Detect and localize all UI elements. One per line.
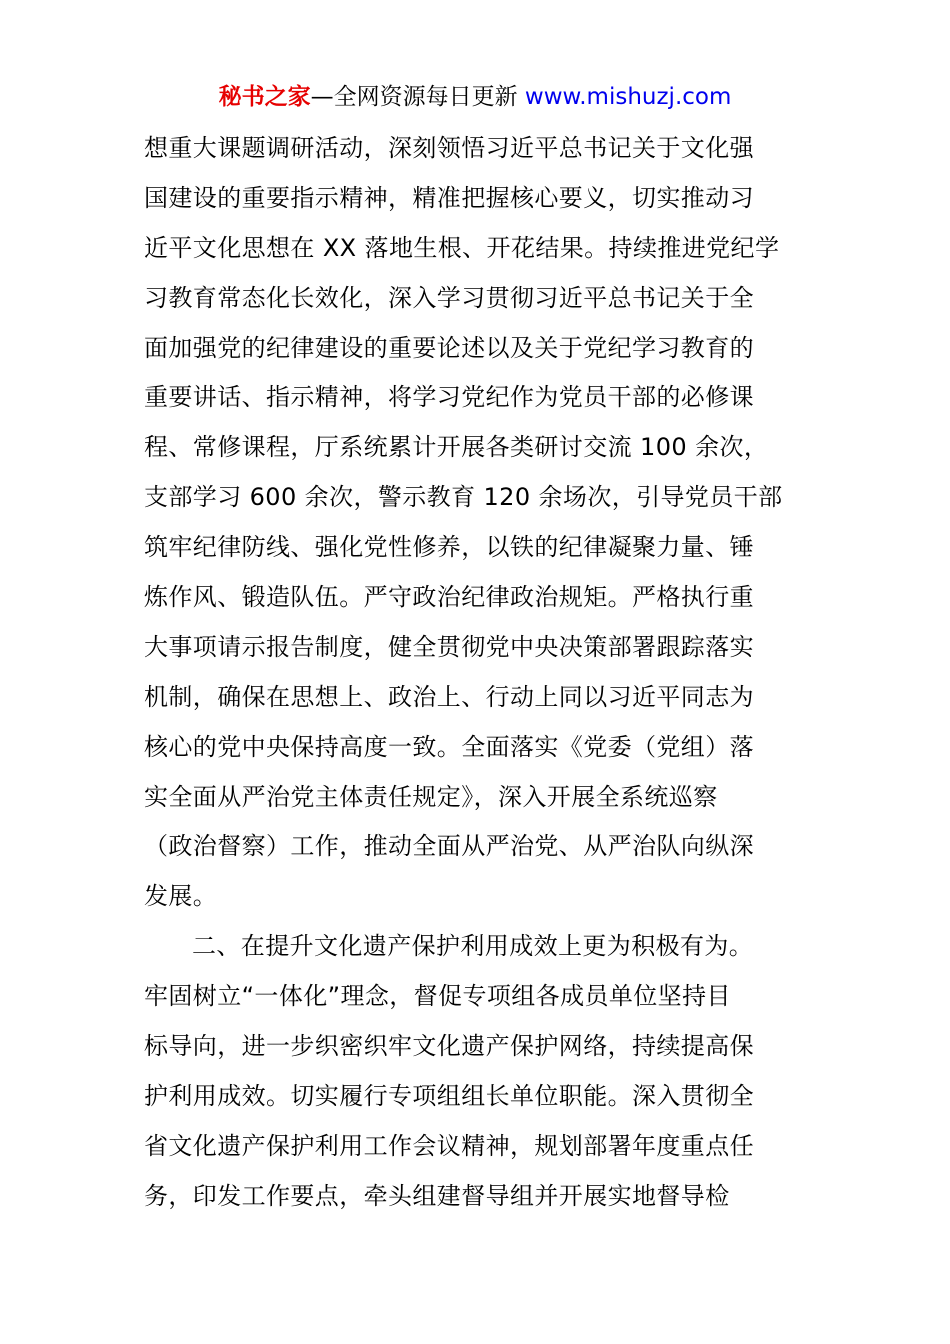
text-line: 机制，确保在思想上、政治上、行动上同以习近平同志为 xyxy=(144,682,754,711)
text-line: 务，印发工作要点，牵头组建督导组并开展实地督导检 xyxy=(144,1181,730,1210)
section-heading: 二、在提升文化遗产保护利用成效上更为积极有为。 xyxy=(192,932,754,961)
text-line: 筑牢纪律防线、强化党性修养，以铁的纪律凝聚力量、锤 xyxy=(144,533,754,562)
text-line: 想重大课题调研活动，深刻领悟习近平总书记关于文化强 xyxy=(144,134,754,162)
text-line: 牢固树立“一体化”理念，督促专项组各成员单位坚持目 xyxy=(144,982,731,1011)
text-line: 发展。 xyxy=(144,882,218,911)
text-line: 大事项请示报告制度，健全贯彻党中央决策部署跟踪落实 xyxy=(144,632,754,661)
text-line: 核心的党中央保持高度一致。全面落实《党委（党组）落 xyxy=(144,732,754,761)
document-body xyxy=(144,124,814,1222)
text-line: 省文化遗产保护利用工作会议精神，规划部署年度重点任 xyxy=(144,1131,754,1160)
brand-name: 秘书之家 xyxy=(218,84,311,110)
text-line: （政治督察）工作，推动全面从严治党、从严治队向纵深 xyxy=(144,832,754,861)
text-line: 支部学习 600 余次，警示教育 120 余场次，引导党员干部 xyxy=(144,483,783,512)
text-line: 实全面从严治党主体责任规定》，深入开展全系统巡察 xyxy=(144,782,718,811)
text-line: 标导向，进一步织密织牢文化遗产保护网络，持续提高保 xyxy=(144,1032,754,1061)
text-line: 重要讲话、指示精神，将学习党纪作为党员干部的必修课 xyxy=(144,383,754,412)
text-line: 程、常修课程，厅系统累计开展各类研讨交流 100 余次， xyxy=(144,433,769,462)
text-line: 国建设的重要指示精神，精准把握核心要义，切实推动习 xyxy=(144,183,754,212)
text-line: 习教育常态化长效化，深入学习贯彻习近平总书记关于全 xyxy=(144,283,754,312)
text-line: 近平文化思想在 XX 落地生根、开花结果。持续推进党纪学 xyxy=(144,233,780,262)
text-line: 护利用成效。切实履行专项组组长单位职能。深入贯彻全 xyxy=(144,1081,754,1110)
text-line: 炼作风、锻造队伍。严守政治纪律政治规矩。严格执行重 xyxy=(144,583,754,612)
site-url[interactable]: www.mishuzj.com xyxy=(524,84,732,110)
site-header xyxy=(0,82,950,112)
text-line: 面加强党的纪律建设的重要论述以及关于党纪学习教育的 xyxy=(144,333,754,362)
header-slogan: —全网资源每日更新 xyxy=(310,84,518,110)
